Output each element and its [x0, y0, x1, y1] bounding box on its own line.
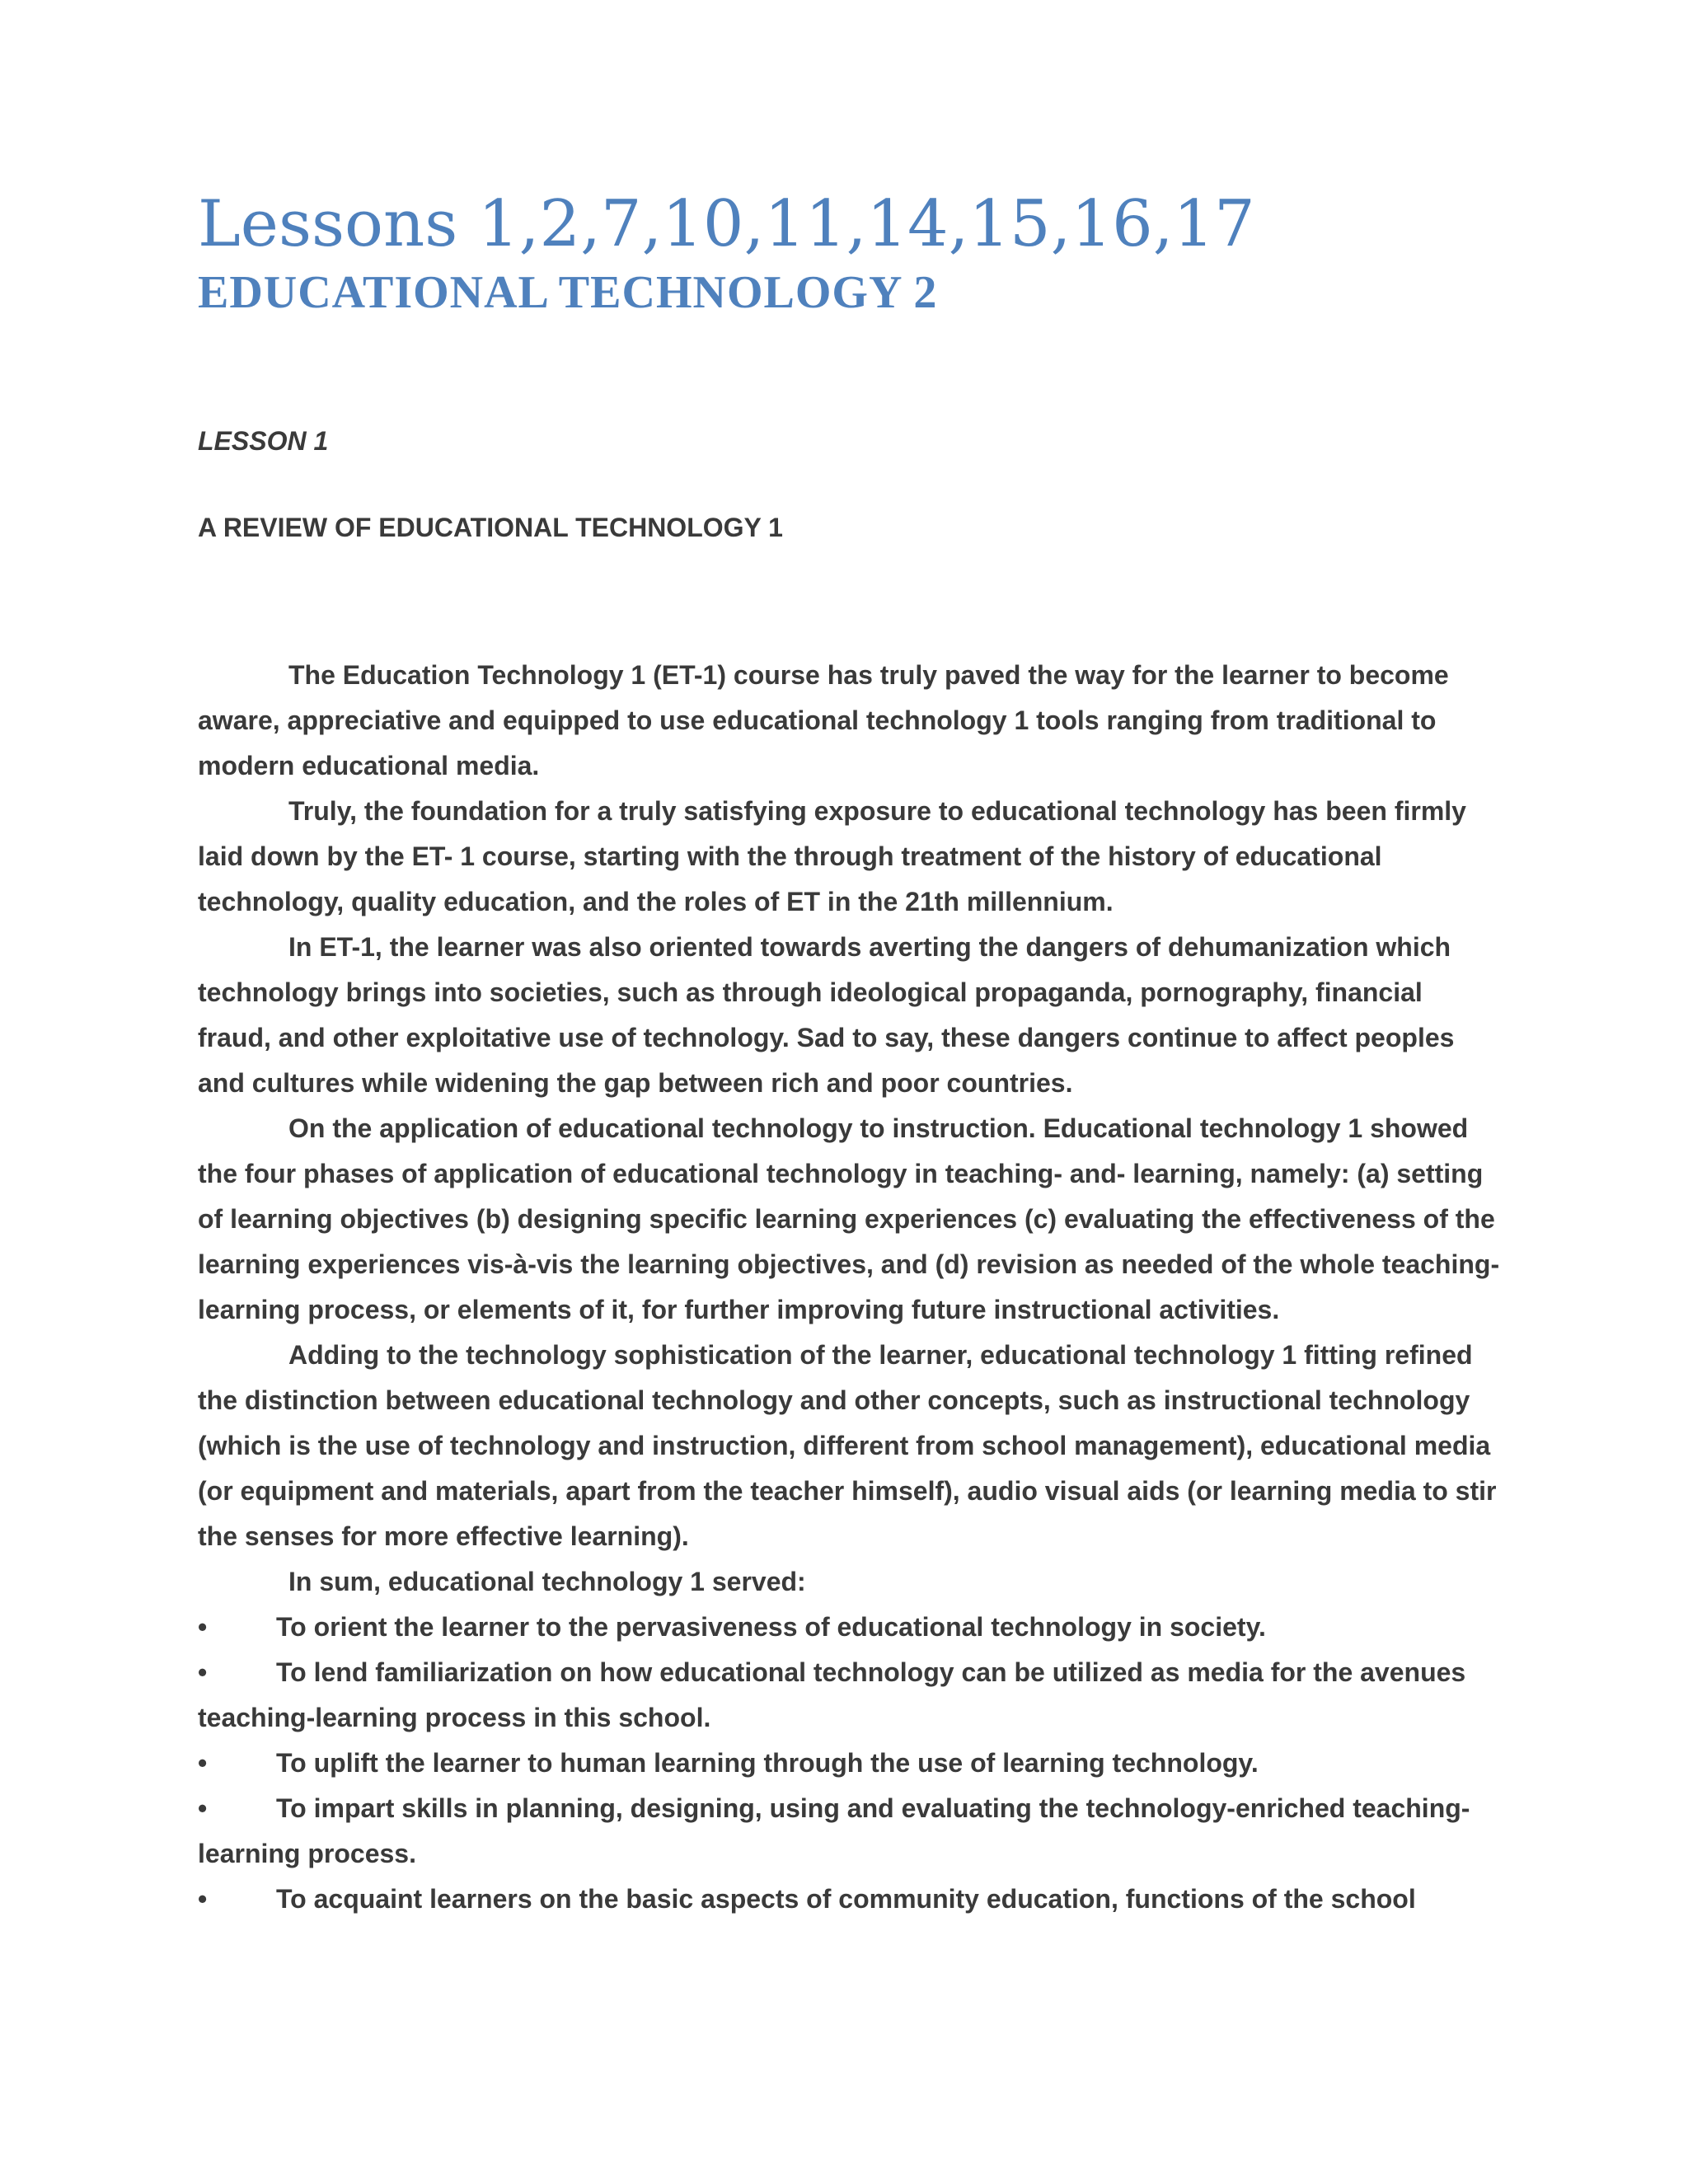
bullet-icon: • [198, 1657, 208, 1687]
list-item [198, 1741, 1500, 1786]
paragraph: In ET-1, the learner was also oriented towards averting the dangers of dehumanization which technology brings into societies, such as through ideological propaganda, pornography, financial fraud, and other exploitative use of technology. Sad to say, these dangers continue to affect peoples and cultures while widening the gap between rich and poor countries. [198, 932, 1455, 1098]
paragraph: Truly, the foundation for a truly satisfying exposure to educational technology has been firmly laid down by the ET- 1 course, starting with the through treatment of the history of educational technology, quality education, and the roles of ET in the 21th millennium. [198, 796, 1466, 916]
list-item-text: To acquaint learners on the basic aspects of community education, functions of the school [276, 1884, 1416, 1914]
lesson-body [198, 653, 1500, 1922]
paragraph: The Education Technology 1 (ET-1) course has truly paved the way for the learner to become aware, appreciative and equipped to use educational technology 1 tools ranging from traditional to modern educational media. [198, 660, 1449, 780]
bullet-icon: • [198, 1612, 208, 1642]
list-item-text: To lend familiarization on how educational technology can be utilized as media for the avenues teaching-learning process in this school. [198, 1657, 1466, 1732]
bullet-icon: • [198, 1793, 208, 1823]
lesson-heading: A REVIEW OF EDUCATIONAL TECHNOLOGY 1 [198, 513, 783, 542]
bullet-icon: • [198, 1748, 208, 1778]
document-title: Lessons 1,2,7,10,11,14,15,16,17 [198, 187, 1255, 261]
bullet-list [198, 1605, 1500, 1922]
list-item-text: To orient the learner to the pervasiveness of educational technology in society. [276, 1612, 1266, 1642]
lesson-label: LESSON 1 [198, 426, 329, 456]
document-subtitle: EDUCATIONAL TECHNOLOGY 2 [198, 267, 938, 318]
paragraph: Adding to the technology sophistication of the learner, educational technology 1 fitting refined the distinction between educational technology and other concepts, such as instructional technology (which is the use of technology and instruction, different from school management), educational media (or equipment and materials, apart from the teacher himself), audio visual aids (or learning media to stir the senses for more effective learning). [198, 1340, 1497, 1551]
list-item [198, 1650, 1500, 1741]
list-item-text: To impart skills in planning, designing, using and evaluating the technology-enriched teaching-learning process. [198, 1793, 1470, 1868]
list-item [198, 1786, 1500, 1877]
list-item [198, 1877, 1500, 1922]
paragraph: In sum, educational technology 1 served: [288, 1567, 806, 1596]
list-item-text: To uplift the learner to human learning through the use of learning technology. [276, 1748, 1259, 1778]
list-item [198, 1605, 1500, 1650]
bullet-icon: • [198, 1884, 208, 1914]
paragraph: On the application of educational technology to instruction. Educational technology 1 showed the four phases of application of educational technology in teaching- and- learning, namely: (a) setting of learning objectives (b) designing specific learning experiences (c) evaluating the effectiveness of the learning experiences vis-à-vis the learning objectives, and (d) revision as needed of the whole teaching-learning process, or elements of it, for further improving future instructional activities. [198, 1113, 1500, 1324]
